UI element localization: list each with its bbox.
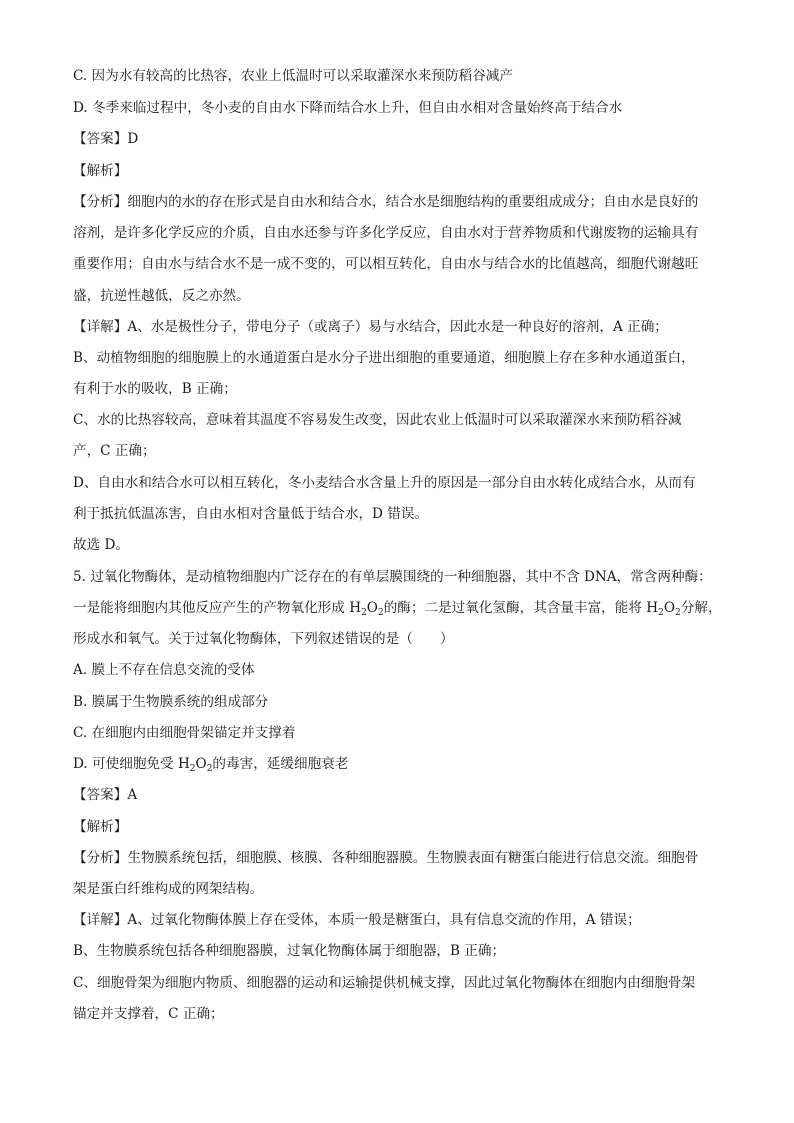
q5-xiangjie-line: C、细胞骨架为细胞内物质、细胞器的运动和运输提供机械支撑，因此过氧化物酶体在细胞内由细胞骨架 bbox=[73, 975, 696, 991]
subscript-2: 2 bbox=[189, 764, 196, 774]
q5-fenxi-line: 架是蛋白纤维构成的网架结构。 bbox=[73, 881, 264, 897]
q5-analysis-heading: 【解析】 bbox=[73, 819, 128, 835]
q5-option-d-text: 的毒害，延缓细胞衰老 bbox=[212, 756, 349, 772]
q5-answer: 【答案】A bbox=[73, 787, 138, 803]
oxygen-symbol: O bbox=[663, 600, 676, 616]
q4-xiangjie-line: 利于抵抗低温冻害，自由水相对含量低于结合水，D 错误。 bbox=[73, 506, 429, 522]
q4-xiangjie-line: D、自由水和结合水可以相互转化，冬小麦结合水含量上升的原因是一部分自由水转化成结合水，从而有 bbox=[73, 475, 696, 491]
oxygen-symbol: O bbox=[366, 600, 378, 616]
q5-option-b: B. 膜属于生物膜系统的组成部分 bbox=[73, 694, 269, 710]
q4-xiangjie-line: 【详解】A、水是极性分子，带电分子（或离子）易与水结合，因此水是一种良好的溶剂，A 正确； bbox=[73, 319, 668, 335]
subscript-2: 2 bbox=[361, 608, 367, 618]
subscript-2: 2 bbox=[658, 608, 664, 618]
q5-option-d bbox=[73, 754, 348, 774]
q4-fenxi-line: 【分析】细胞内的水的存在形式是自由水和结合水，结合水是细胞结构的重要组成成分；自由水是良好的 bbox=[73, 194, 699, 210]
q5-option-c: C. 在细胞内由细胞骨架锚定并支撑着 bbox=[73, 725, 296, 741]
q5-option-a: A. 膜上不存在信息交流的受体 bbox=[73, 662, 255, 678]
q4-answer: 【答案】D bbox=[73, 131, 139, 147]
q4-xiangjie-line: B、动植物细胞的细胞膜上的水通道蛋白是水分子进出细胞的重要通道，细胞膜上存在多种水通道蛋白， bbox=[73, 350, 695, 366]
q4-xiangjie-line: 有利于水的吸收，B 正确； bbox=[73, 381, 237, 397]
q5-xiangjie-line: 【详解】A、过氧化物酶体膜上存在受体，本质一般是糖蛋白，具有信息交流的作用，A 错误； bbox=[73, 912, 641, 928]
q4-conclusion: 故选 D。 bbox=[73, 537, 130, 553]
q5-xiangjie-line: 锚定并支撑着，C 正确； bbox=[73, 1006, 224, 1022]
q5-stem-text: 的酶；二是过氧化氢酶，其含量丰富，能将 H bbox=[383, 600, 659, 616]
q4-option-c: C. 因为水有较高的比热容，农业上低温时可以采取灌深水来预防稻谷减产 bbox=[73, 68, 513, 84]
q4-fenxi-line: 重要作用；自由水与结合水不是一成不变的，可以相互转化，自由水与结合水的比值越高，细胞代谢越旺 bbox=[73, 256, 699, 272]
subscript-2: 2 bbox=[206, 764, 213, 774]
q5-stem-line: 形成水和氧气。关于过氧化物酶体，下列叙述错误的是（ ） bbox=[73, 631, 454, 647]
subscript-2: 2 bbox=[377, 608, 384, 618]
subscript-2: 2 bbox=[675, 608, 681, 618]
q4-analysis-heading: 【解析】 bbox=[73, 163, 128, 179]
q4-fenxi-line: 溶剂，是许多化学反应的介质，自由水还参与许多化学反应，自由水对于营养物质和代谢废物的运输具有 bbox=[73, 225, 699, 241]
q5-fenxi-line: 【分析】生物膜系统包括，细胞膜、核膜、各种细胞器膜。生物膜表面有糖蛋白能进行信息交流。细胞骨 bbox=[73, 850, 699, 866]
q4-option-d: D. 冬季来临过程中，冬小麦的自由水下降而结合水上升，但自由水相对含量始终高于结合水 bbox=[73, 100, 623, 116]
q5-stem-line bbox=[73, 598, 722, 618]
q4-xiangjie-line: 产，C 正确； bbox=[73, 443, 156, 459]
q4-xiangjie-line: C、水的比热容较高，意味着其温度不容易发生改变，因此农业上低温时可以采取灌深水来预防稻谷减 bbox=[73, 412, 682, 428]
q5-stem-line: 5. 过氧化物酶体，是动植物细胞内广泛存在的有单层膜围绕的一种细胞器，其中不含 DNA，常含两种酶： bbox=[73, 569, 712, 585]
q5-option-d-text: D. 可使细胞免受 H bbox=[73, 756, 190, 772]
q5-stem-text: 分解， bbox=[680, 600, 722, 616]
q4-fenxi-line: 盛，抗逆性越低，反之亦然。 bbox=[73, 288, 250, 304]
q5-xiangjie-line: B、生物膜系统包括各种细胞器膜，过氧化物酶体属于细胞器，B 正确； bbox=[73, 943, 506, 959]
q5-stem-text: 一是能将细胞内其他反应产生的产物氧化形成 H bbox=[73, 600, 362, 616]
oxygen-symbol: O bbox=[195, 756, 207, 772]
